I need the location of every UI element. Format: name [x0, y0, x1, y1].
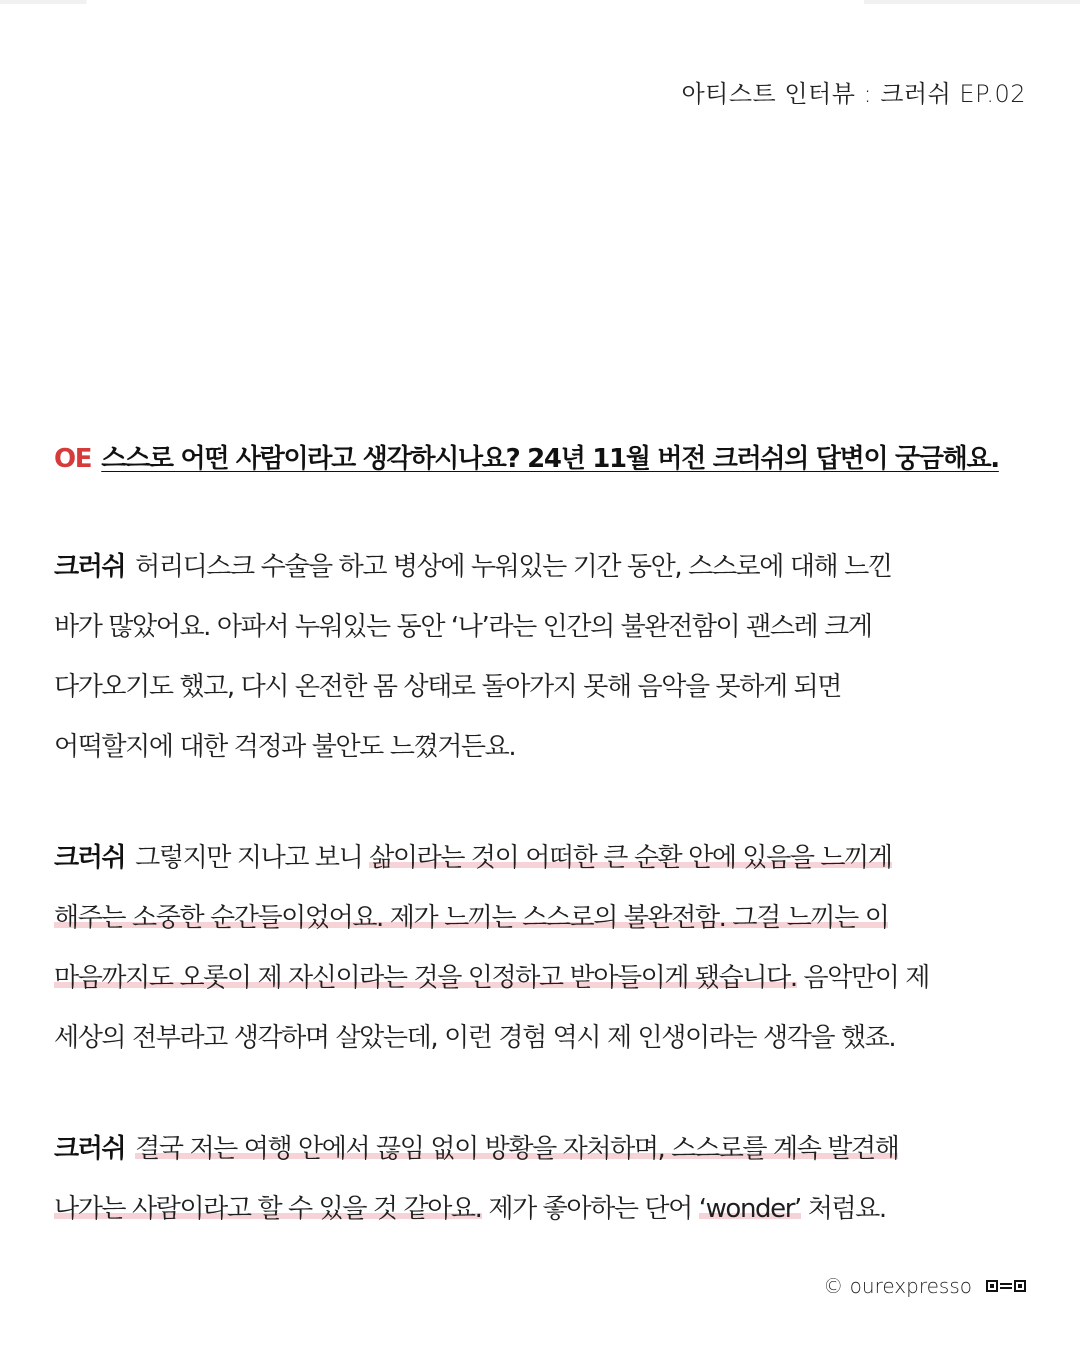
- answer-paragraph-2: [54, 828, 1034, 1068]
- footer: [823, 1274, 1026, 1298]
- ourexpresso-logo-icon: [986, 1280, 1026, 1292]
- speaker-name: 크러쉬: [54, 552, 126, 582]
- copyright-text: © ourexpresso: [823, 1274, 972, 1298]
- highlighted-text: ‘wonder’: [698, 1194, 801, 1224]
- answer-line: [54, 948, 1034, 1008]
- answer-line: [54, 1119, 1034, 1179]
- answer-line: [54, 597, 1034, 657]
- answer-line: [54, 888, 1034, 948]
- answer-text: 어떡할지에 대한 걱정과 불안도 느꼈거든요.: [54, 732, 516, 762]
- answer-text: 음악만이 제: [796, 963, 929, 993]
- answer-paragraph-1: [54, 537, 1034, 777]
- top-border: [0, 0, 1080, 4]
- answer-line: [54, 537, 1034, 597]
- question-text: 스스로 어떤 사람이라고 생각하시나요? 24년 11월 버전 크러쉬의 답변이 궁금해요.: [101, 444, 999, 474]
- highlighted-text: 해주는 소중한 순간들이었어요. 제가 느끼는 스스로의 불완전함. 그걸 느끼는 이: [54, 903, 889, 933]
- answer-text: 그렇지만 지나고 보니: [135, 843, 370, 873]
- answer-line: [54, 1179, 1034, 1239]
- answer-paragraph-3: [54, 1119, 1034, 1239]
- highlighted-text: 나가는 사람이라고 할 수 있을 것 같아요.: [54, 1194, 482, 1224]
- answer-text: 세상의 전부라고 생각하며 살았는데, 이런 경험 역시 제 인생이라는 생각을 했죠.: [54, 1023, 896, 1053]
- answer-text: 다가오기도 했고, 다시 온전한 몸 상태로 돌아가지 못해 음악을 못하게 되면: [54, 672, 841, 702]
- answer-text: 바가 많았어요. 아파서 누워있는 동안 ‘나’라는 인간의 불완전함이 괜스레 크게: [54, 612, 872, 642]
- answer-text: 처럼요.: [800, 1194, 886, 1224]
- page-title: 아티스트 인터뷰 : 크러쉬 EP.02: [681, 80, 1026, 108]
- speaker-name: 크러쉬: [54, 1134, 126, 1164]
- answer-line: [54, 657, 1034, 717]
- interview-question: [54, 438, 1034, 475]
- question-label: OE: [54, 444, 92, 474]
- highlighted-text: 마음까지도 오롯이 제 자신이라는 것을 인정하고 받아들이게 됐습니다.: [54, 963, 797, 993]
- answer-text: 제가 좋아하는 단어: [481, 1194, 699, 1224]
- highlighted-text: 삶이라는 것이 어떠한 큰 순환 안에 있음을 느끼게: [369, 843, 892, 873]
- answer-line: [54, 828, 1034, 888]
- answer-line: [54, 1008, 1034, 1068]
- highlighted-text: 결국 저는 여행 안에서 끊임 없이 방황을 자처하며, 스스로를 계속 발견해: [135, 1134, 899, 1164]
- answer-line: [54, 717, 1034, 777]
- speaker-name: 크러쉬: [54, 843, 126, 873]
- answer-text: 허리디스크 수술을 하고 병상에 누워있는 기간 동안, 스스로에 대해 느낀: [135, 552, 892, 582]
